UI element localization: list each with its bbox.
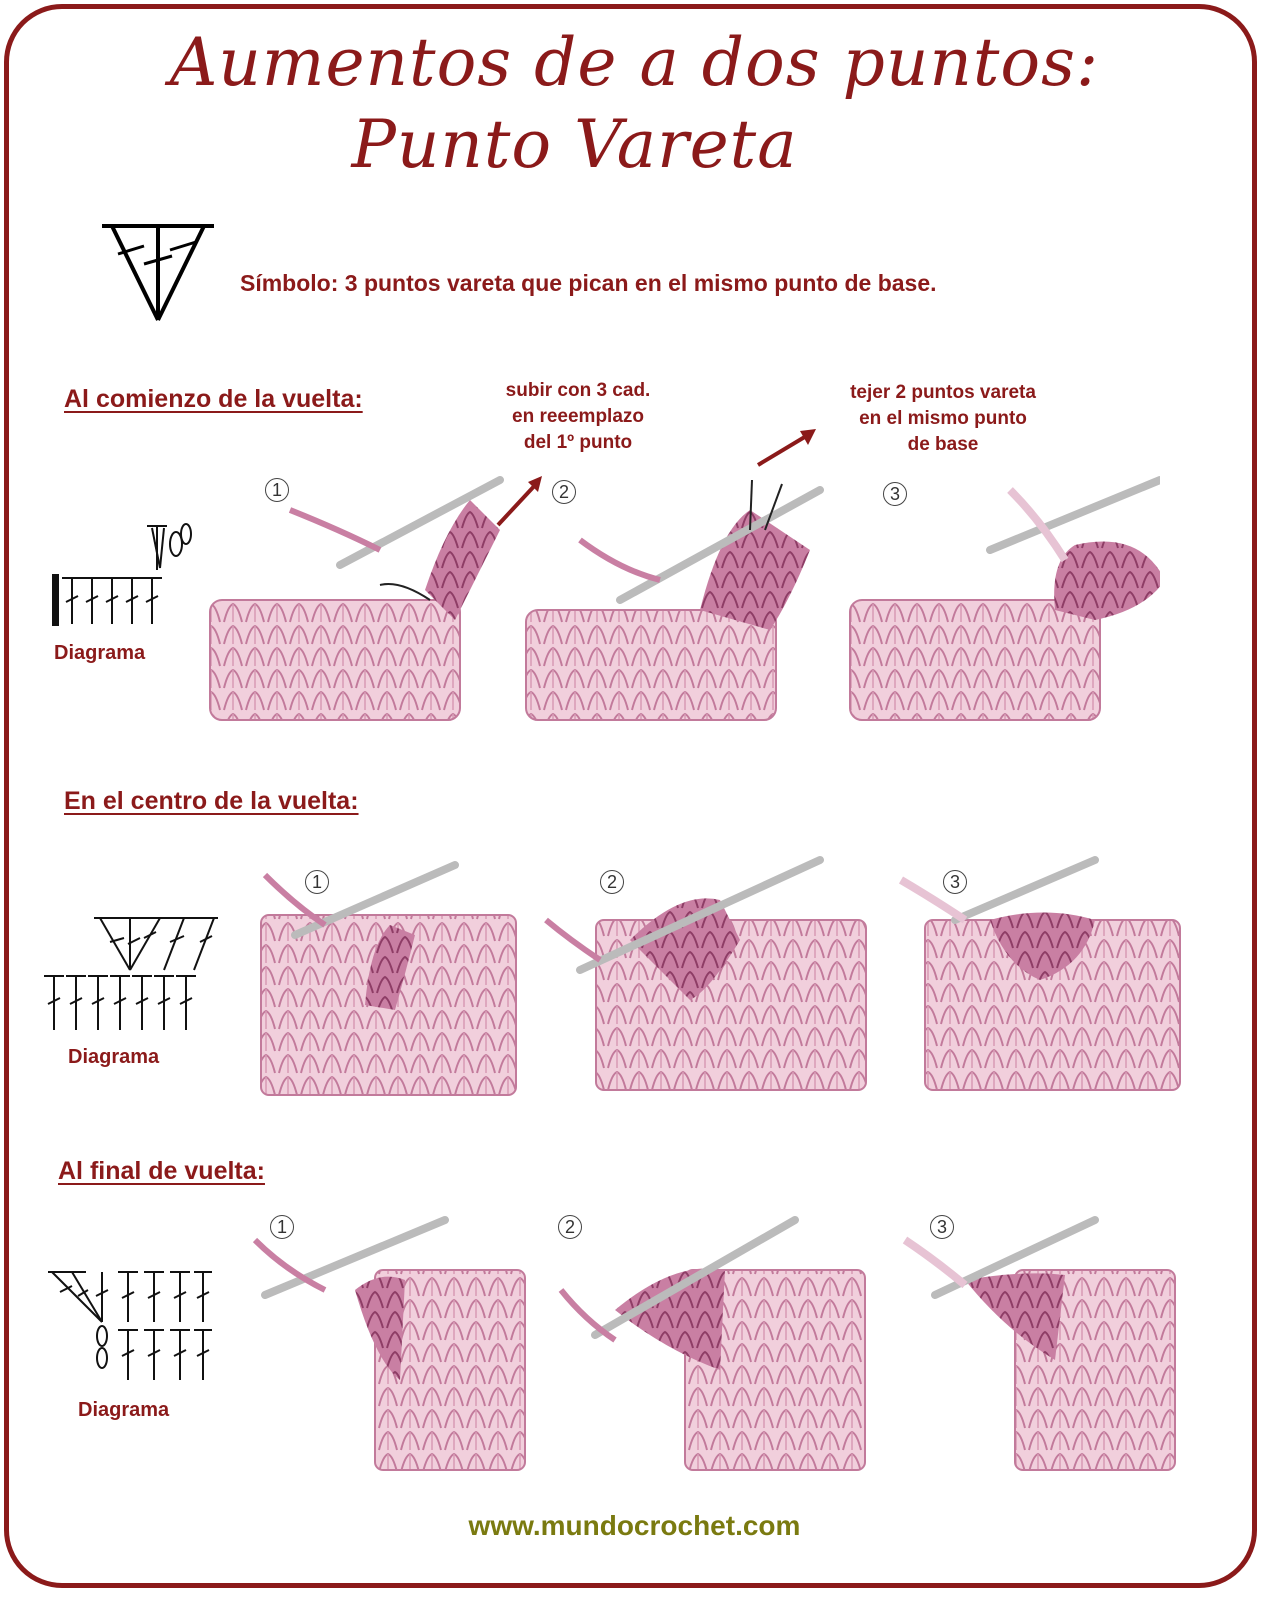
step-number: 1 <box>305 870 329 894</box>
section-heading-end: Al final de vuelta: <box>58 1157 265 1185</box>
illustration-start-step3 <box>840 470 1160 730</box>
illustration-end-step1 <box>245 1210 545 1480</box>
diagram-label: Diagrama <box>78 1399 170 1421</box>
diagram-label: Diagrama <box>54 642 146 664</box>
illustration-center-step3 <box>895 850 1195 1100</box>
step-number: 1 <box>265 478 289 502</box>
page-title: Aumentos de a dos puntos: <box>169 24 1100 101</box>
step-number: 2 <box>552 480 576 504</box>
illustration-start-step2 <box>520 470 840 740</box>
note-chain-replace: subir con 3 cad. en reeemplazo del 1º punto <box>505 380 651 453</box>
illustration-end-step3 <box>895 1210 1195 1480</box>
stitch-diagram-start <box>52 520 202 630</box>
illustration-center-step2 <box>540 850 870 1100</box>
step-number: 3 <box>883 482 907 506</box>
page-subtitle: Punto Vareta <box>351 106 798 183</box>
symbol-description: Símbolo: 3 puntos vareta que pican en el mismo punto de base. <box>240 270 937 296</box>
step-number: 3 <box>943 870 967 894</box>
note-two-treble: tejer 2 puntos vareta en el mismo punto de base <box>850 382 1036 455</box>
step-number: 2 <box>600 870 624 894</box>
illustration-center-step1 <box>255 855 525 1105</box>
diagram-label: Diagrama <box>68 1046 160 1068</box>
step-number: 1 <box>270 1215 294 1239</box>
section-heading-start: Al comienzo de la vuelta: <box>64 385 363 413</box>
triple-treble-symbol-icon <box>98 220 218 330</box>
stitch-diagram-center <box>44 912 224 1037</box>
step-number: 3 <box>930 1215 954 1239</box>
footer-url[interactable]: www.mundocrochet.com <box>468 1510 801 1541</box>
arrow-note2-icon <box>752 425 822 470</box>
illustration-end-step2 <box>555 1210 875 1480</box>
stitch-diagram-end <box>46 1266 216 1391</box>
step-number: 2 <box>558 1215 582 1239</box>
section-heading-center: En el centro de la vuelta: <box>64 787 359 815</box>
illustration-start-step1 <box>200 470 520 740</box>
